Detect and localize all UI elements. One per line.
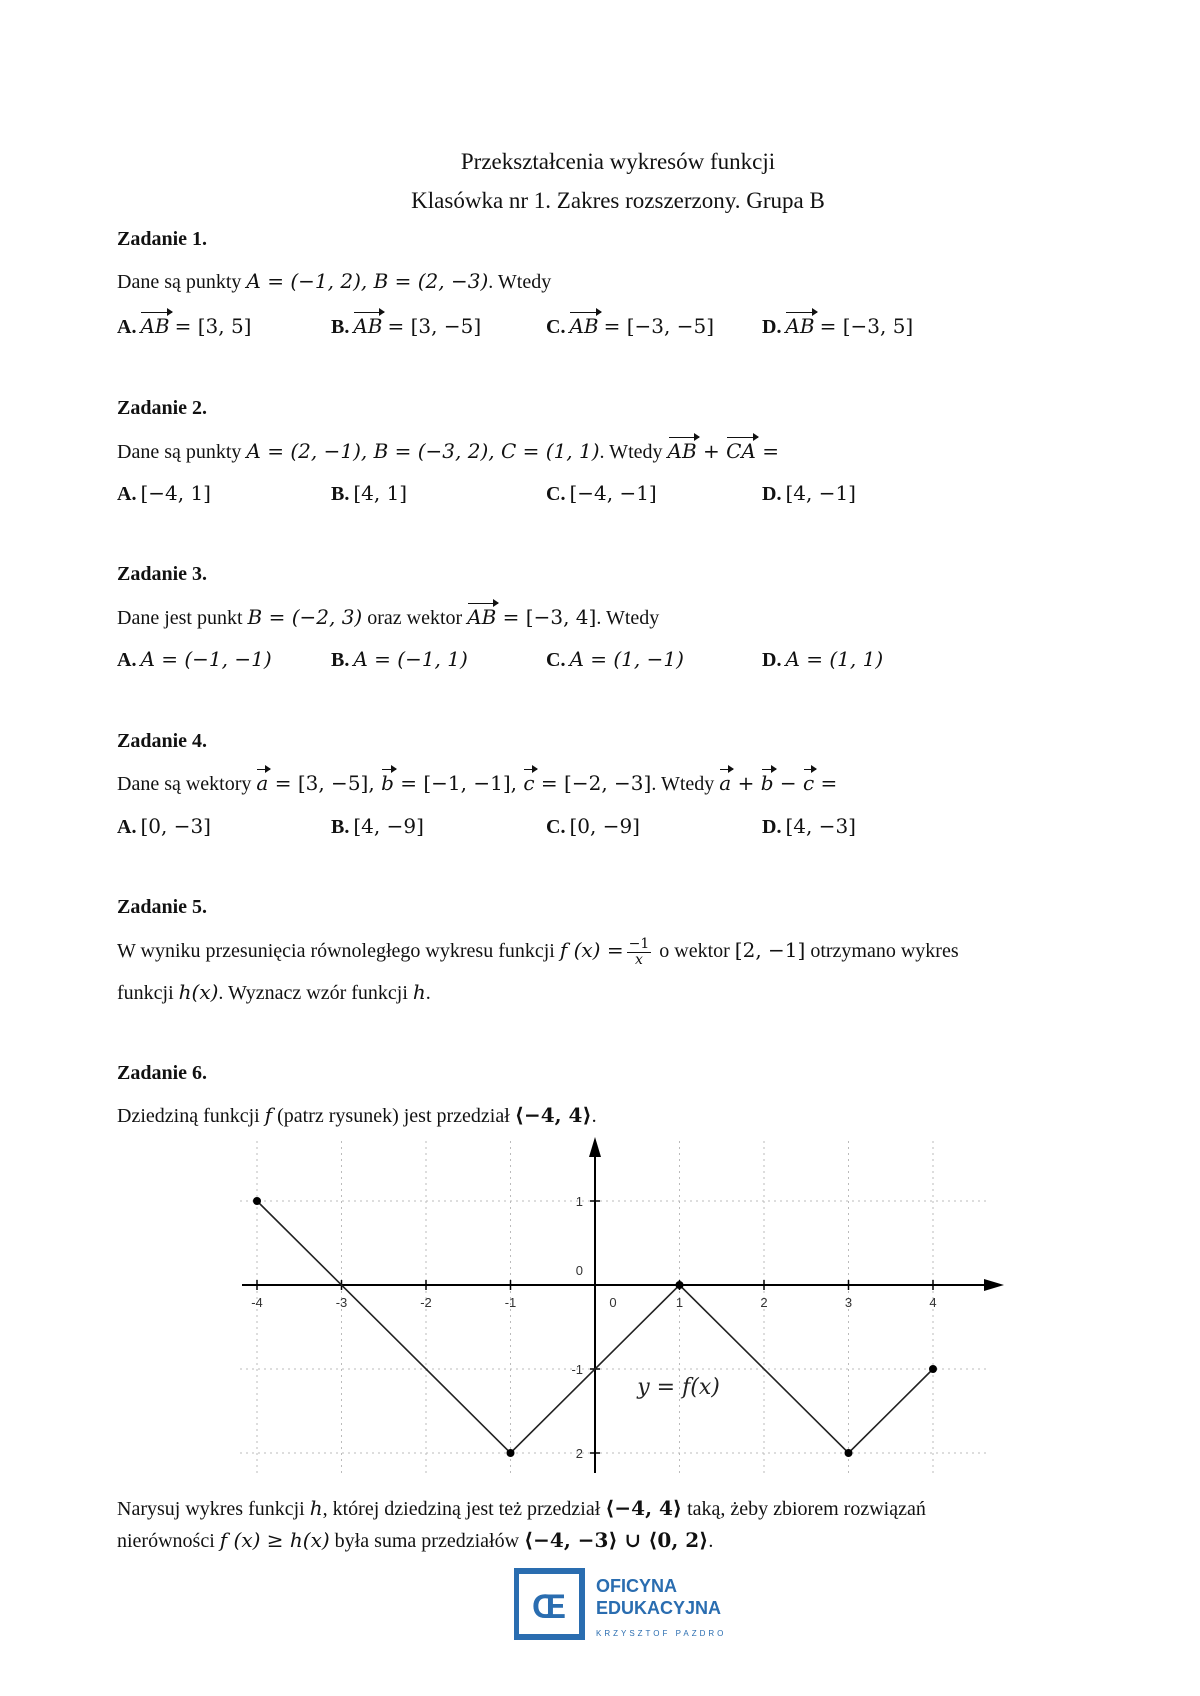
task-1-option-b: B. AB = [3, −5] — [331, 314, 482, 338]
task-6-instruction-line-1: Narysuj wykres funkcji h, której dziedziną jest też przedział ⟨−4, 4⟩ taką, żeby zbiorem rozwiązań — [117, 1496, 926, 1520]
logo-line-3: KRZYSZTOF PAZDRO — [596, 1629, 727, 1638]
data-point — [676, 1281, 684, 1289]
task-1-option-c: C. AB = [−3, −5] — [546, 314, 714, 338]
data-point — [845, 1449, 853, 1457]
x-tick-label: -1 — [504, 1295, 517, 1310]
task-1-option-a: A. AB = [3, 5] — [117, 314, 252, 338]
task-6-instruction-line-2: nierówności f (x) ≥ h(x) była suma przedziałów ⟨−4, −3⟩ ∪ ⟨0, 2⟩. — [117, 1528, 714, 1552]
x-tick-label: 2 — [760, 1295, 768, 1310]
logo-line-2: EDUKACYJNA — [596, 1598, 722, 1618]
data-point — [929, 1365, 937, 1373]
y-tick-label: 0 — [575, 1263, 583, 1278]
task-2-option-a: A. [−4, 1] — [117, 481, 211, 505]
y-tick-label: 2 — [575, 1446, 583, 1461]
task-4-text: Dane są wektory a = [3, −5], b = [−1, −1], c = [−2, −3]. Wtedy a + b − c = — [117, 771, 838, 795]
task-3-option-c: C. A = (1, −1) — [546, 647, 684, 671]
task-6-intro: Dziedziną funkcji f (patrz rysunek) jest przedział ⟨−4, 4⟩. — [117, 1103, 597, 1127]
task-5-text-line-2: funkcji h(x). Wyznacz wzór funkcji h. — [117, 980, 431, 1004]
task-2-heading: Zadanie 2. — [117, 397, 208, 419]
graph-axes — [242, 1137, 1004, 1473]
page-title: Przekształcenia wykresów funkcji — [460, 149, 776, 174]
task-3-option-b: B. A = (−1, 1) — [331, 647, 468, 671]
task-3-option-d: D. A = (1, 1) — [762, 647, 884, 671]
x-tick-label: 1 — [675, 1295, 684, 1310]
curve-label: y = f(x) — [637, 1375, 720, 1401]
task-2-text: Dane są punkty A = (2, −1), B = (−3, 2), C = (1, 1). Wtedy AB + CA = — [117, 439, 779, 463]
graph-tick-labels — [251, 1194, 936, 1461]
task-3-heading: Zadanie 3. — [117, 563, 208, 585]
function-graph — [230, 1133, 1010, 1481]
x-tick-label: -2 — [420, 1295, 432, 1310]
data-point — [507, 1449, 515, 1457]
task-4-heading: Zadanie 4. — [117, 730, 208, 752]
x-tick-label: 4 — [929, 1295, 937, 1310]
fraction: $\frac{-1}{x}$ — [628, 936, 650, 968]
data-point — [253, 1197, 261, 1205]
x-tick-label: -3 — [335, 1295, 348, 1310]
task-5-text-line-1: W wyniku przesunięcia równoległego wykresu funkcji f (x) = $\frac{-1}{x}$ o wektor [2, −1] otrzymano wykres — [117, 936, 959, 968]
task-3-option-a: A. A = (−1, −1) — [117, 647, 272, 671]
page-subtitle: Klasówka nr 1. Zakres rozszerzony. Grupa B — [411, 188, 825, 213]
publisher-logo — [514, 1568, 754, 1646]
x-axis-arrow — [984, 1279, 1004, 1291]
task-2-option-b: B. [4, 1] — [331, 481, 408, 505]
logo-line-1: OFICYNA — [596, 1576, 677, 1596]
task-2-option-c: C. [−4, −1] — [546, 481, 657, 505]
task-4-option-d: D. [4, −3] — [762, 814, 856, 838]
task-6-heading: Zadanie 6. — [117, 1062, 208, 1084]
task-2-option-d: D. [4, −1] — [762, 481, 856, 505]
logo-mark: Œ — [532, 1588, 566, 1626]
x-tick-label: -4 — [251, 1295, 263, 1310]
x-tick-label: 3 — [844, 1295, 853, 1310]
y-axis-arrow — [589, 1137, 601, 1157]
y-tick-label: -1 — [571, 1362, 583, 1377]
y-tick-label: 1 — [575, 1194, 583, 1209]
task-1-text: Dane są punkty A = (−1, 2), B = (2, −3). Wtedy — [117, 269, 552, 293]
task-4-option-c: C. [0, −9] — [546, 814, 640, 838]
task-1-option-d: D. AB = [−3, 5] — [762, 314, 914, 338]
task-4-option-a: A. [0, −3] — [117, 814, 211, 838]
task-3-text: Dane jest punkt B = (−2, 3) oraz wektor AB = [−3, 4]. Wtedy — [117, 605, 660, 629]
task-4-option-b: B. [4, −9] — [331, 814, 424, 838]
task-1-heading: Zadanie 1. — [117, 228, 208, 250]
task-5-heading: Zadanie 5. — [117, 896, 208, 918]
x-tick-label: 0 — [609, 1295, 617, 1310]
